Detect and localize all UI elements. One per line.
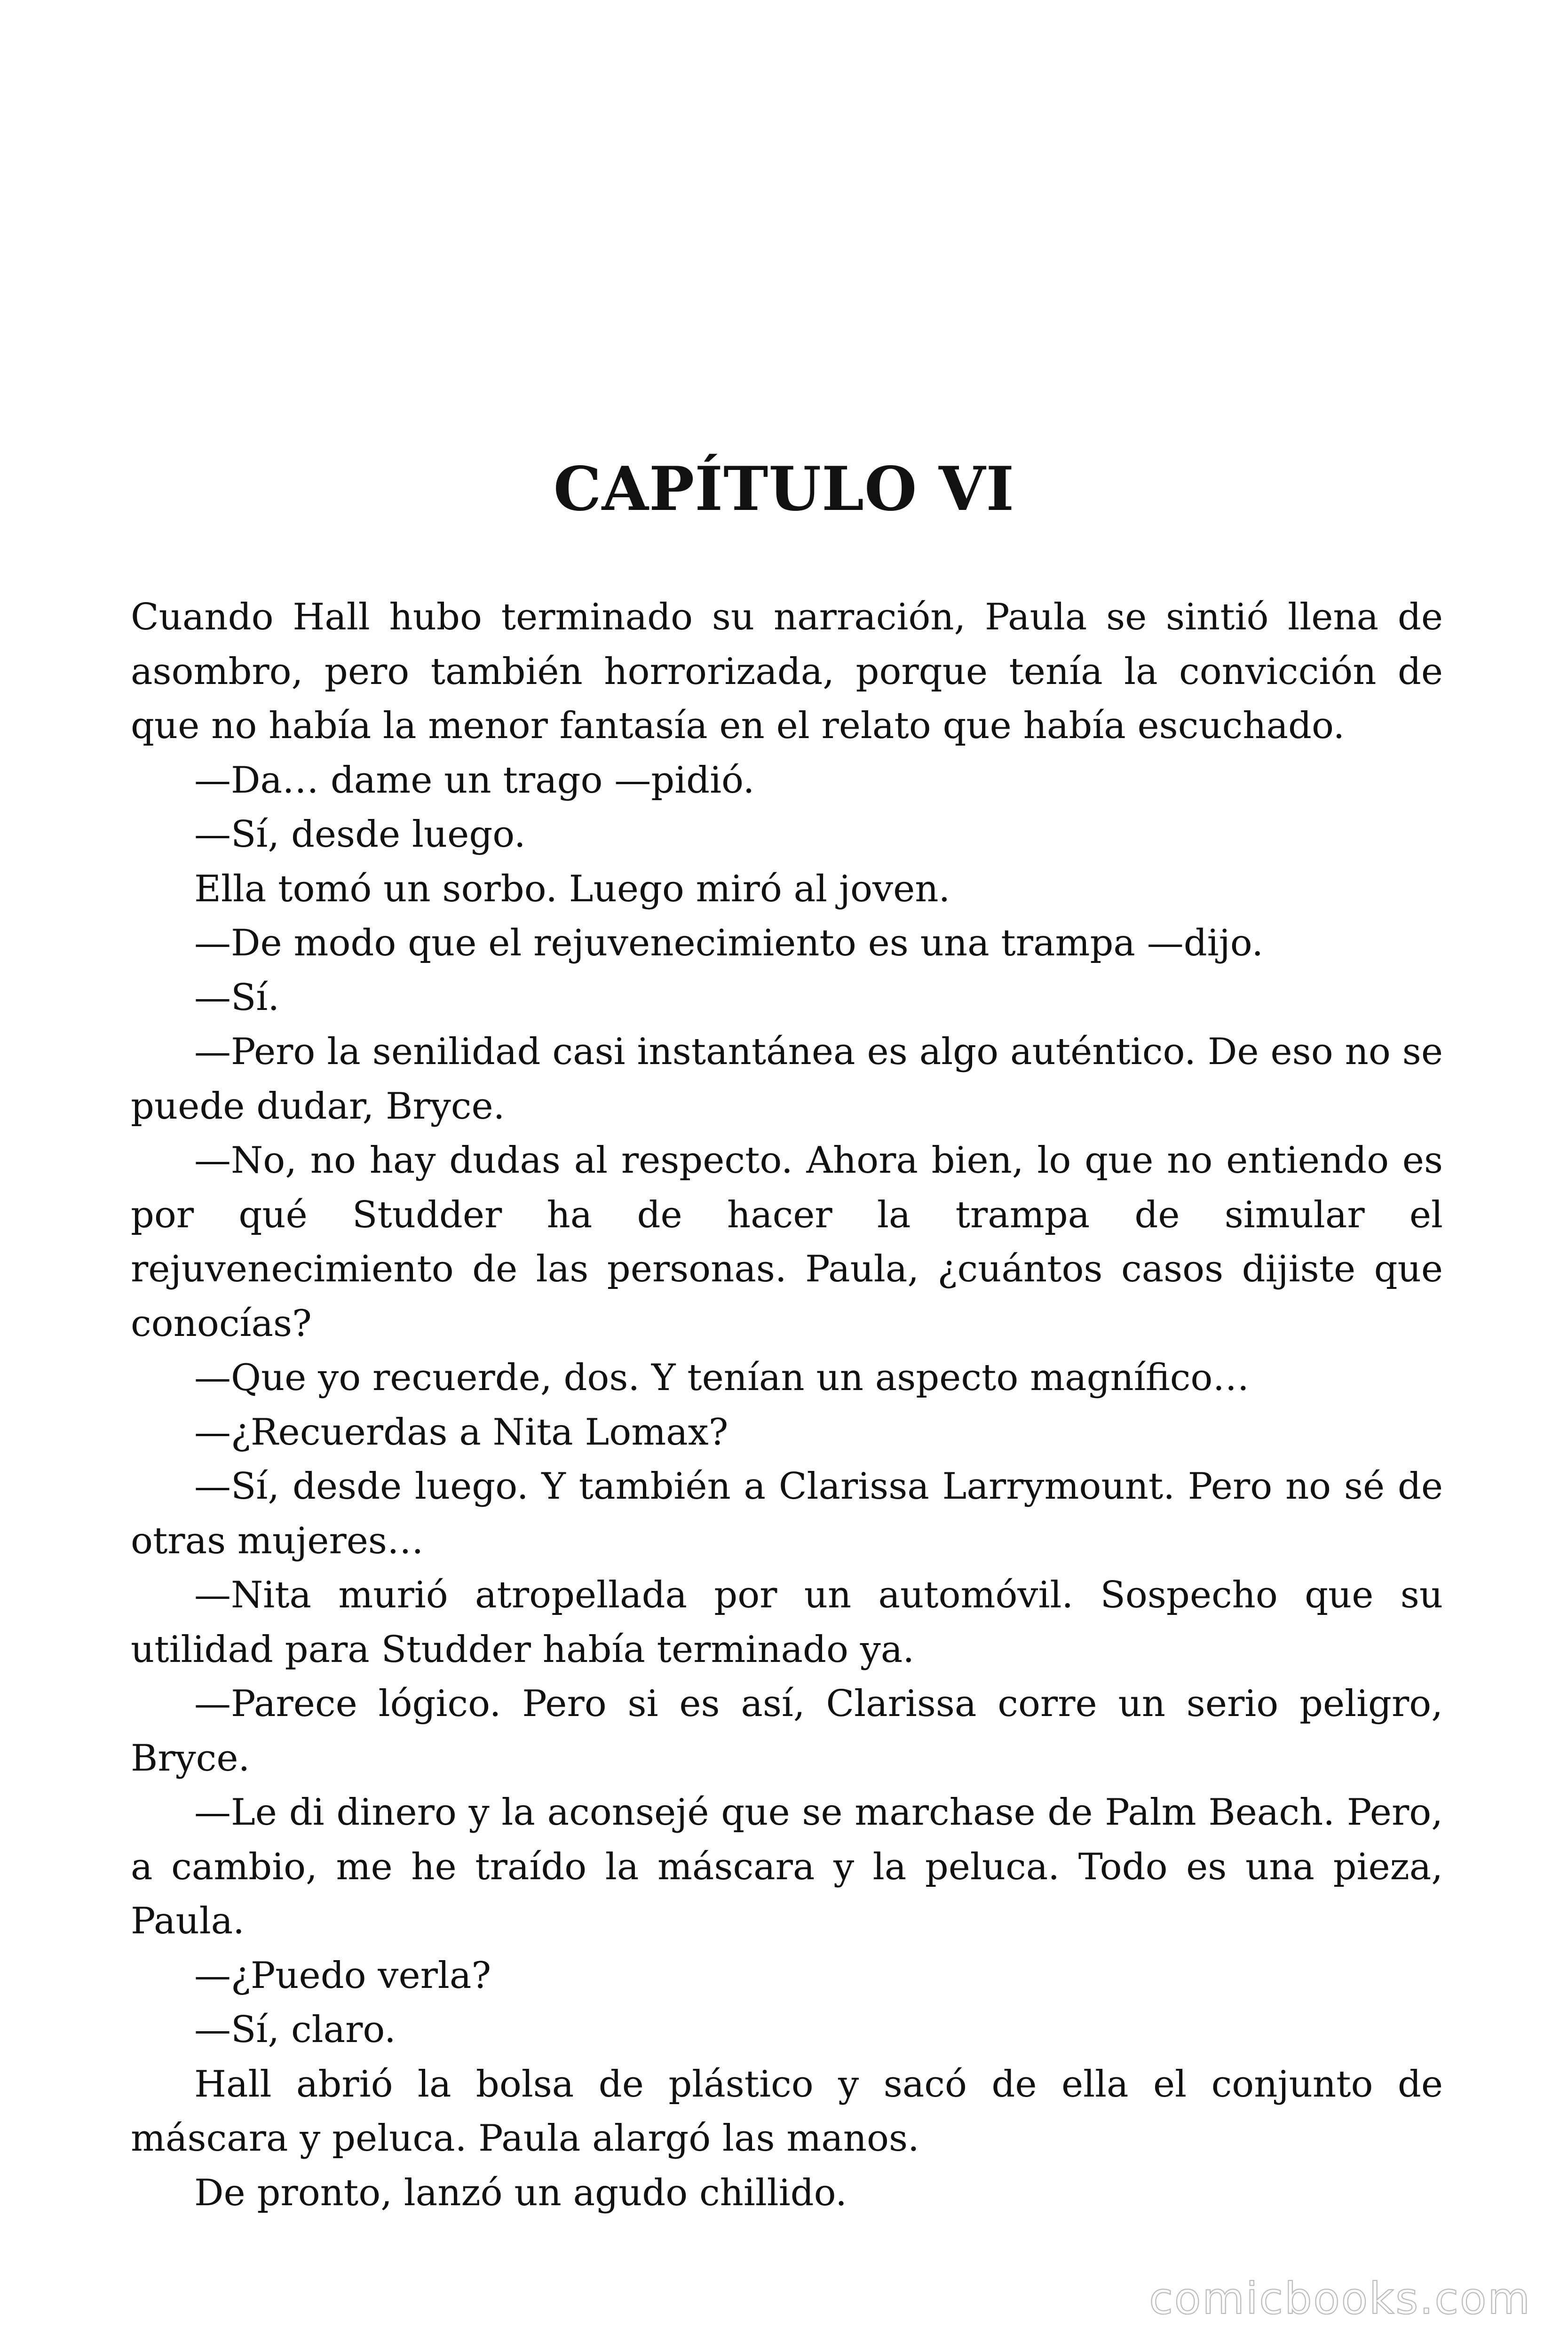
paragraph: —Sí, desde luego. <box>194 813 526 856</box>
paragraph: —Pero la senilidad casi instantánea es algo auténtico. De eso no se puede dudar, Bryce. <box>131 1031 1443 1128</box>
paragraph: —¿Recuerdas a Nita Lomax? <box>194 1411 729 1454</box>
chapter-body <box>131 590 1443 2220</box>
paragraph: De pronto, lanzó un agudo chillido. <box>194 2171 847 2214</box>
paragraph: —¿Puedo verla? <box>194 1954 491 1997</box>
paragraph: —Sí, desde luego. Y también a Clarissa Larrymount. Pero no sé de otras mujeres… <box>131 1465 1443 1562</box>
paragraph: Hall abrió la bolsa de plástico y sacó de ella el conjunto de máscara y peluca. Paula alargó las manos. <box>131 2063 1443 2160</box>
watermark: comicbooks.com <box>1149 2273 1531 2324</box>
paragraph: —Da… dame un trago —pidió. <box>194 759 755 802</box>
paragraph: —Sí, claro. <box>194 2009 396 2051</box>
paragraph: Ella tomó un sorbo. Luego miró al joven. <box>194 867 950 910</box>
paragraph: —Parece lógico. Pero si es así, Clarissa corre un serio peligro, Bryce. <box>131 1683 1443 1780</box>
paragraph: —Le di dinero y la aconsejé que se marchase de Palm Beach. Pero, a cambio, me he traído la máscara y la peluca. Todo es una pieza, Paula. <box>131 1791 1443 1942</box>
paragraph: —Sí. <box>194 976 280 1019</box>
paragraph: —Que yo recuerde, dos. Y tenían un aspecto magnífico… <box>194 1357 1250 1399</box>
chapter-title: CAPÍTULO VI <box>553 454 1015 524</box>
paragraph: —De modo que el rejuvenecimiento es una trampa —dijo. <box>194 922 1264 964</box>
paragraph: —No, no hay dudas al respecto. Ahora bien, lo que no entiendo es por qué Studder ha de hacer la trampa de simular el rejuvenecimiento de las personas. Paula, ¿cuántos casos dijiste que conocías? <box>131 1139 1443 1345</box>
paragraph: —Nita murió atropellada por un automóvil. Sospecho que su utilidad para Studder había terminado ya. <box>131 1574 1443 1671</box>
paragraph: Cuando Hall hubo terminado su narración, Paula se sintió llena de asombro, pero también horrorizada, porque tenía la convicción de que no había la menor fantasía en el relato que había escuchado. <box>131 596 1443 747</box>
